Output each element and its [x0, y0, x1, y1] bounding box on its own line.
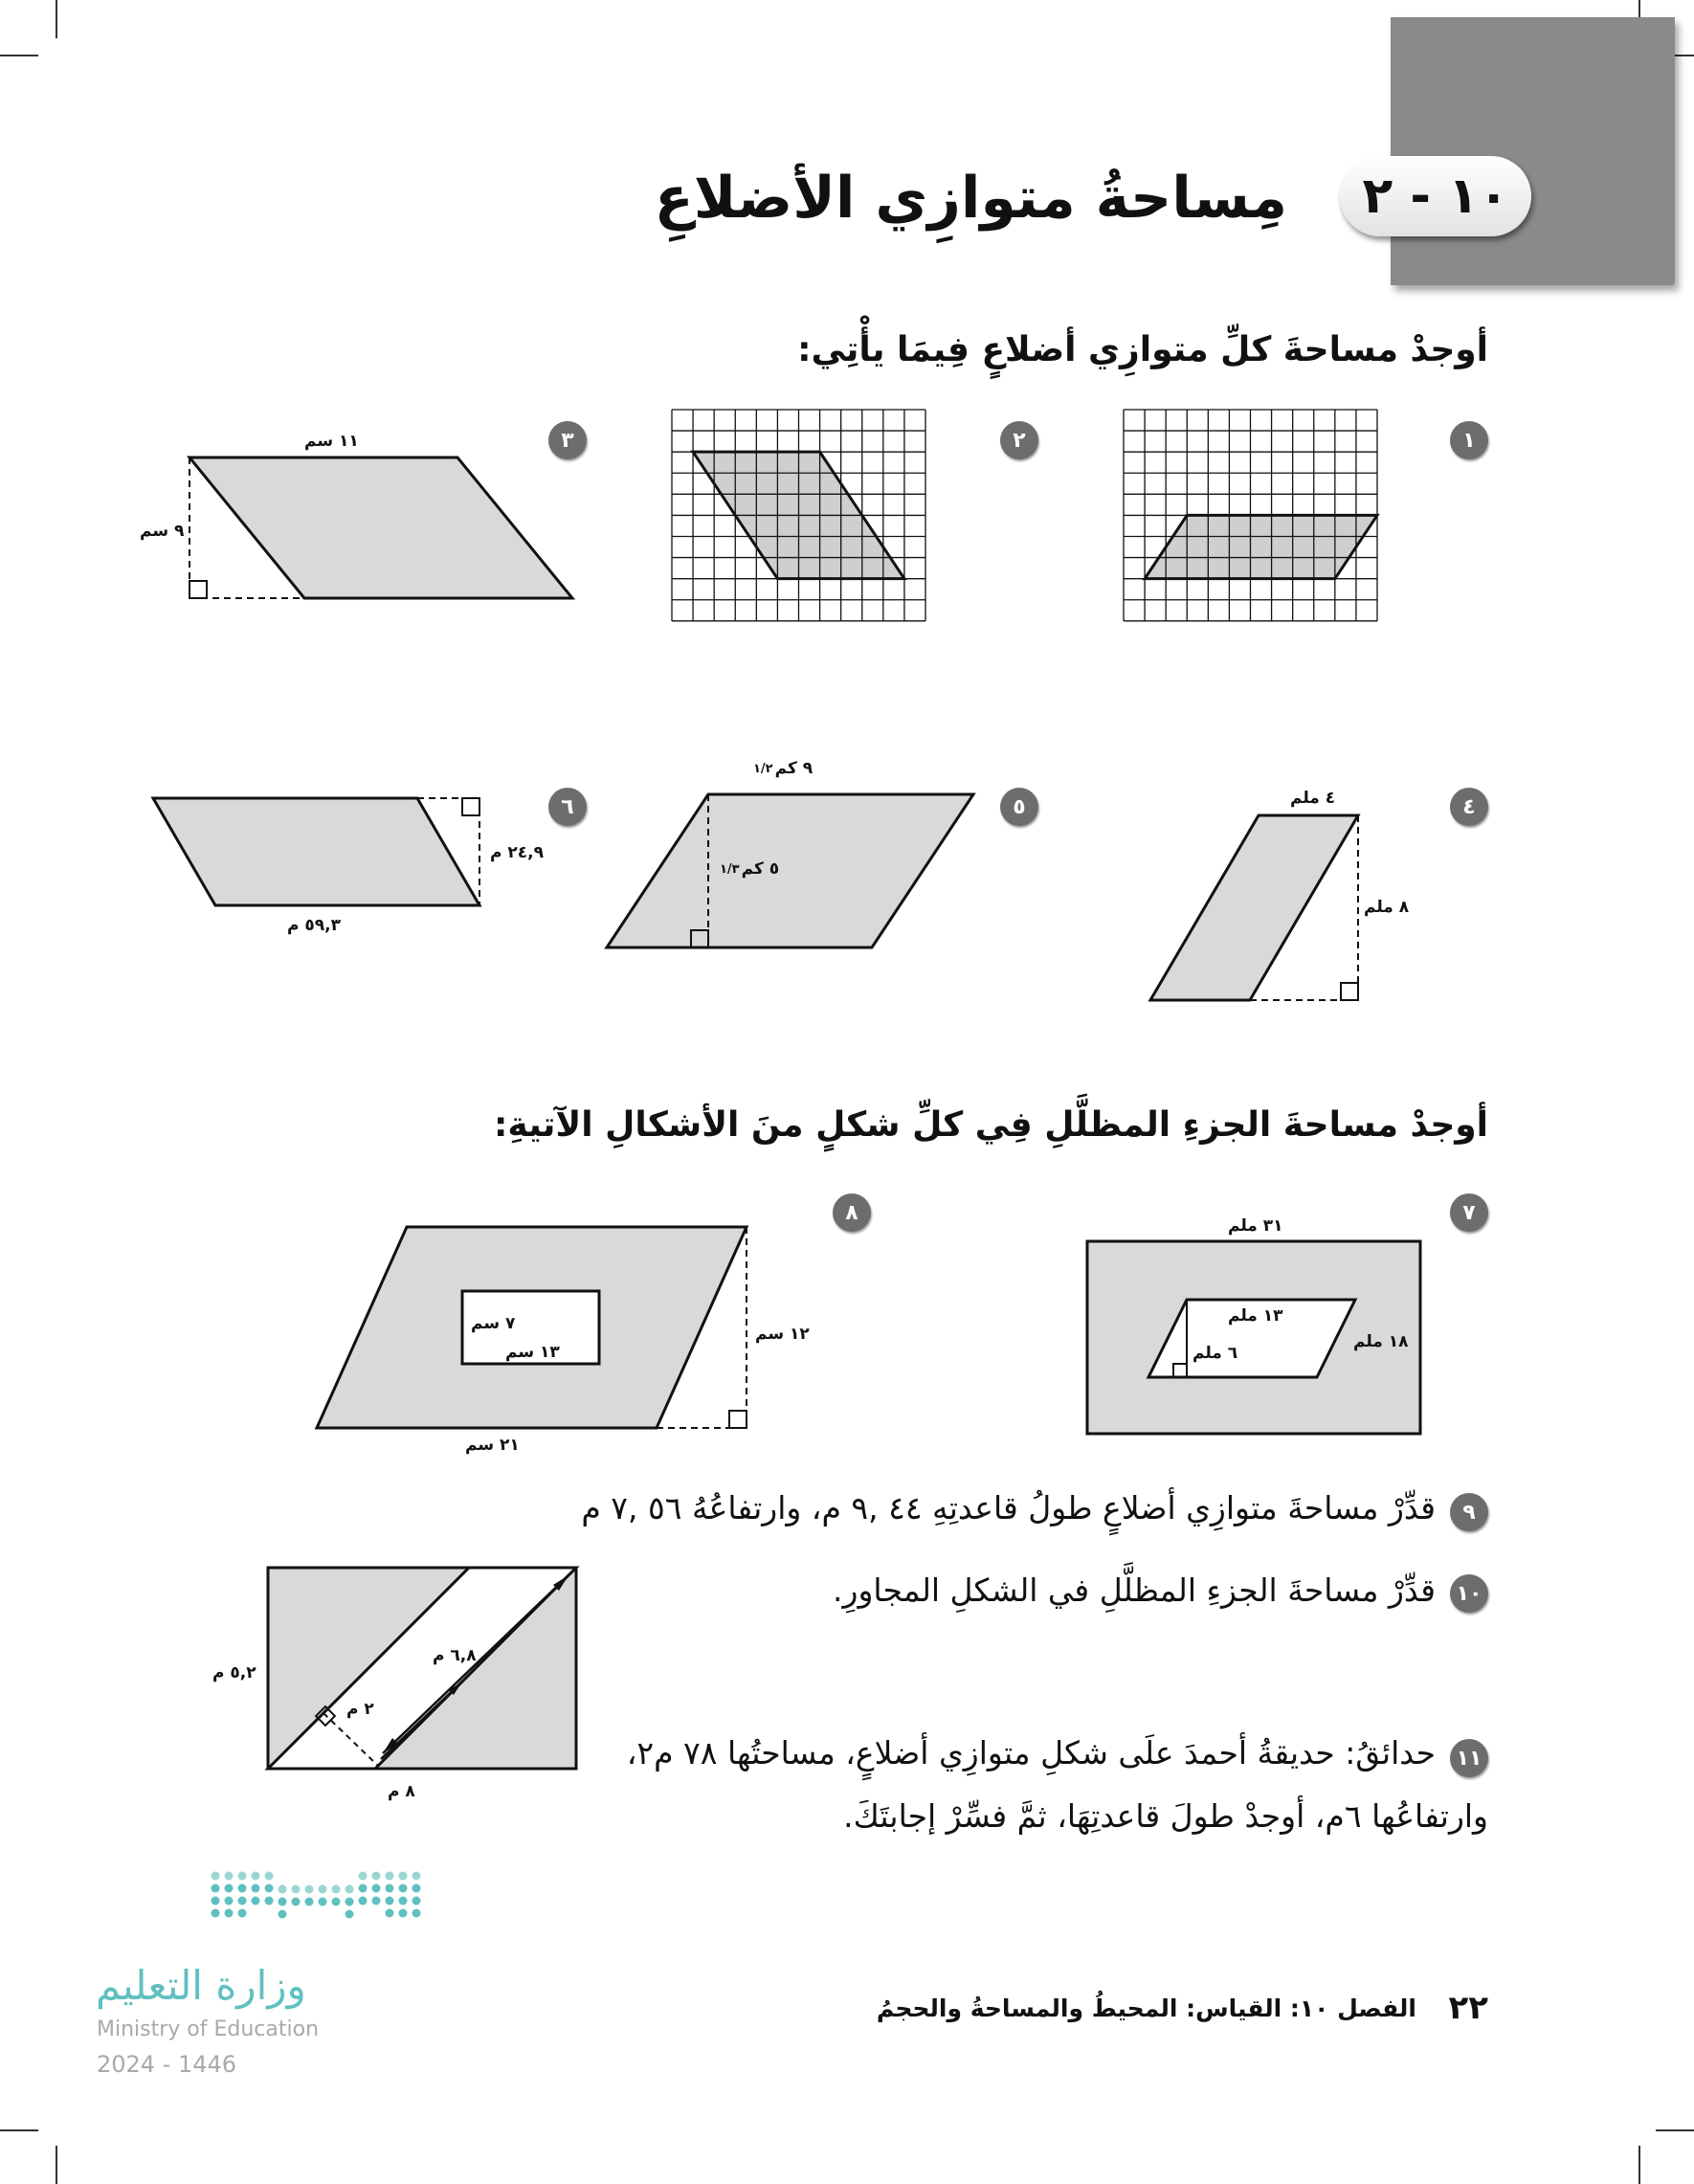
dimension-label: ٢ م	[346, 1700, 374, 1719]
dimension-label: ١٣ سم	[505, 1343, 560, 1362]
problem-number: ١١	[1450, 1739, 1488, 1777]
logo-dot	[265, 1884, 274, 1893]
problem-number: ٤	[1450, 788, 1488, 826]
dimension-label: ٨ ملم	[1364, 898, 1410, 917]
logo-dot	[212, 1872, 220, 1881]
logo-dot	[305, 1885, 314, 1894]
logo-dot	[345, 1898, 354, 1906]
dimension-label: ٢١ سم	[465, 1436, 520, 1455]
problem-number: ١٠	[1450, 1574, 1488, 1613]
fraction-label: ١/٢	[753, 761, 773, 776]
question-text: قدِّرْ مساحةَ متوازِي أضلاعٍ طولُ قاعدتِهِ ٤٤ ,٩ م، وارتفاعُهُ ٥٦ ,٧ م	[581, 1489, 1436, 1527]
logo-dot	[412, 1909, 421, 1918]
dimension-label: ٦ ملم	[1192, 1344, 1238, 1363]
dimension-label: ١١ سم	[304, 432, 359, 451]
section2-instruction: أوجدْ مساحةَ الجزءِ المظلَّلِ فِي كلِّ شكلٍ منَ الأشكالِ الآتيةِ:	[493, 1105, 1488, 1145]
logo-dot	[252, 1872, 260, 1881]
logo-dot	[319, 1885, 327, 1894]
page-title: مِساحةُ متوازِي الأضلاعِ	[654, 165, 1287, 232]
logo-dot	[279, 1898, 287, 1906]
logo-dot	[372, 1897, 381, 1905]
logo-dot	[252, 1884, 260, 1893]
logo-dot	[399, 1909, 408, 1918]
problem-number: ٣	[548, 421, 587, 459]
dimension-label: ٩ سم	[140, 522, 185, 541]
logo-dot	[359, 1897, 368, 1905]
logo-dot	[399, 1872, 408, 1881]
dimension-label: ٦,٨ م	[433, 1646, 477, 1665]
logo-dot	[252, 1897, 260, 1905]
logo-dot	[332, 1885, 341, 1894]
logo-dot	[359, 1872, 368, 1881]
logo-dot	[225, 1897, 234, 1905]
logo-dot	[238, 1909, 247, 1918]
dimension-label: ١٢ سم	[755, 1325, 810, 1344]
logo-dot	[305, 1898, 314, 1906]
dimension-label: ١٣ ملم	[1228, 1306, 1283, 1326]
logo-dot	[359, 1884, 368, 1893]
logo-dot	[345, 1910, 354, 1919]
chapter-footer: الفصل ١٠: القياس: المحيطُ والمساحةُ والحجمُ	[876, 1995, 1416, 2022]
height-label: ٥ كم	[741, 859, 780, 879]
problem-number: ٥	[1000, 788, 1038, 826]
logo-dot	[238, 1897, 247, 1905]
logo-dot	[225, 1872, 234, 1881]
logo-dot	[412, 1884, 421, 1893]
ministry-name-arabic: وزارة التعليم	[96, 1962, 306, 2009]
lesson-number-badge: ١٠ - ٢	[1340, 156, 1531, 236]
question-text: قدِّرْ مساحةَ الجزءِ المظلَّلِ في الشكلِ المجاورِ.	[833, 1571, 1436, 1609]
problem-number: ٨	[833, 1193, 871, 1232]
section1-instruction: أوجدْ مساحةَ كلِّ متوازِي أضلاعٍ فِيمَا يأْتِي:	[797, 330, 1488, 369]
logo-dot	[212, 1884, 220, 1893]
logo-dot	[386, 1909, 394, 1918]
logo-dot	[399, 1884, 408, 1893]
dimension-label: ١٨ ملم	[1353, 1332, 1409, 1351]
base-label: ٩ كم	[774, 759, 814, 778]
logo-dot	[279, 1910, 287, 1919]
problem-number: ٦	[548, 788, 587, 826]
logo-dot	[386, 1897, 394, 1905]
logo-dot	[386, 1872, 394, 1881]
dimension-label: ٤ ملم	[1290, 789, 1336, 808]
logo-dot	[372, 1872, 381, 1881]
logo-dot	[225, 1909, 234, 1918]
logo-dot	[345, 1885, 354, 1894]
logo-dot	[412, 1872, 421, 1881]
logo-dot	[265, 1897, 274, 1905]
logo-dot	[292, 1885, 301, 1894]
dimension-label: ٢٤,٩ م	[490, 843, 544, 862]
problem-number: ٢	[1000, 421, 1038, 459]
dimension-label: ٨ م	[388, 1782, 415, 1801]
logo-dot	[212, 1909, 220, 1918]
logo-dot	[238, 1884, 247, 1893]
dimension-label: ٣١ ملم	[1228, 1216, 1283, 1236]
logo-dot	[399, 1897, 408, 1905]
logo-dot	[292, 1898, 301, 1906]
problem-number: ١	[1450, 421, 1488, 459]
logo-dot	[332, 1898, 341, 1906]
logo-dot	[238, 1872, 247, 1881]
logo-dot	[319, 1898, 327, 1906]
fraction-label: ١/٣	[720, 861, 740, 877]
dimension-label: ٥,٢ م	[212, 1663, 256, 1683]
logo-dot	[412, 1897, 421, 1905]
question-text: وارتفاعُها ٦م، أوجدْ طولَ قاعدتِهَا، ثمَّ فسِّرْ إجابتَكَ.	[843, 1797, 1488, 1835]
dimension-label: ٧ سم	[471, 1314, 516, 1333]
ministry-name-english: Ministry of Education	[97, 2017, 320, 2041]
edition-year: 2024 - 1446	[97, 2051, 237, 2078]
logo-dot	[279, 1885, 287, 1894]
page-number: ٢٢	[1448, 1989, 1488, 2027]
logo-dot	[372, 1884, 381, 1893]
question-text: حدائقُ: حديقةُ أحمدَ علَى شكلِ متوازِي أضلاعٍ، مساحتُها ٧٨ م٢،	[626, 1734, 1436, 1772]
logo-dot	[212, 1897, 220, 1905]
problem-number: ٧	[1450, 1193, 1488, 1232]
logo-dot	[265, 1872, 274, 1881]
dimension-label: ٥٩,٣ م	[287, 916, 341, 935]
logo-dot	[386, 1884, 394, 1893]
problem-number: ٩	[1450, 1493, 1488, 1531]
logo-dot	[225, 1884, 234, 1893]
